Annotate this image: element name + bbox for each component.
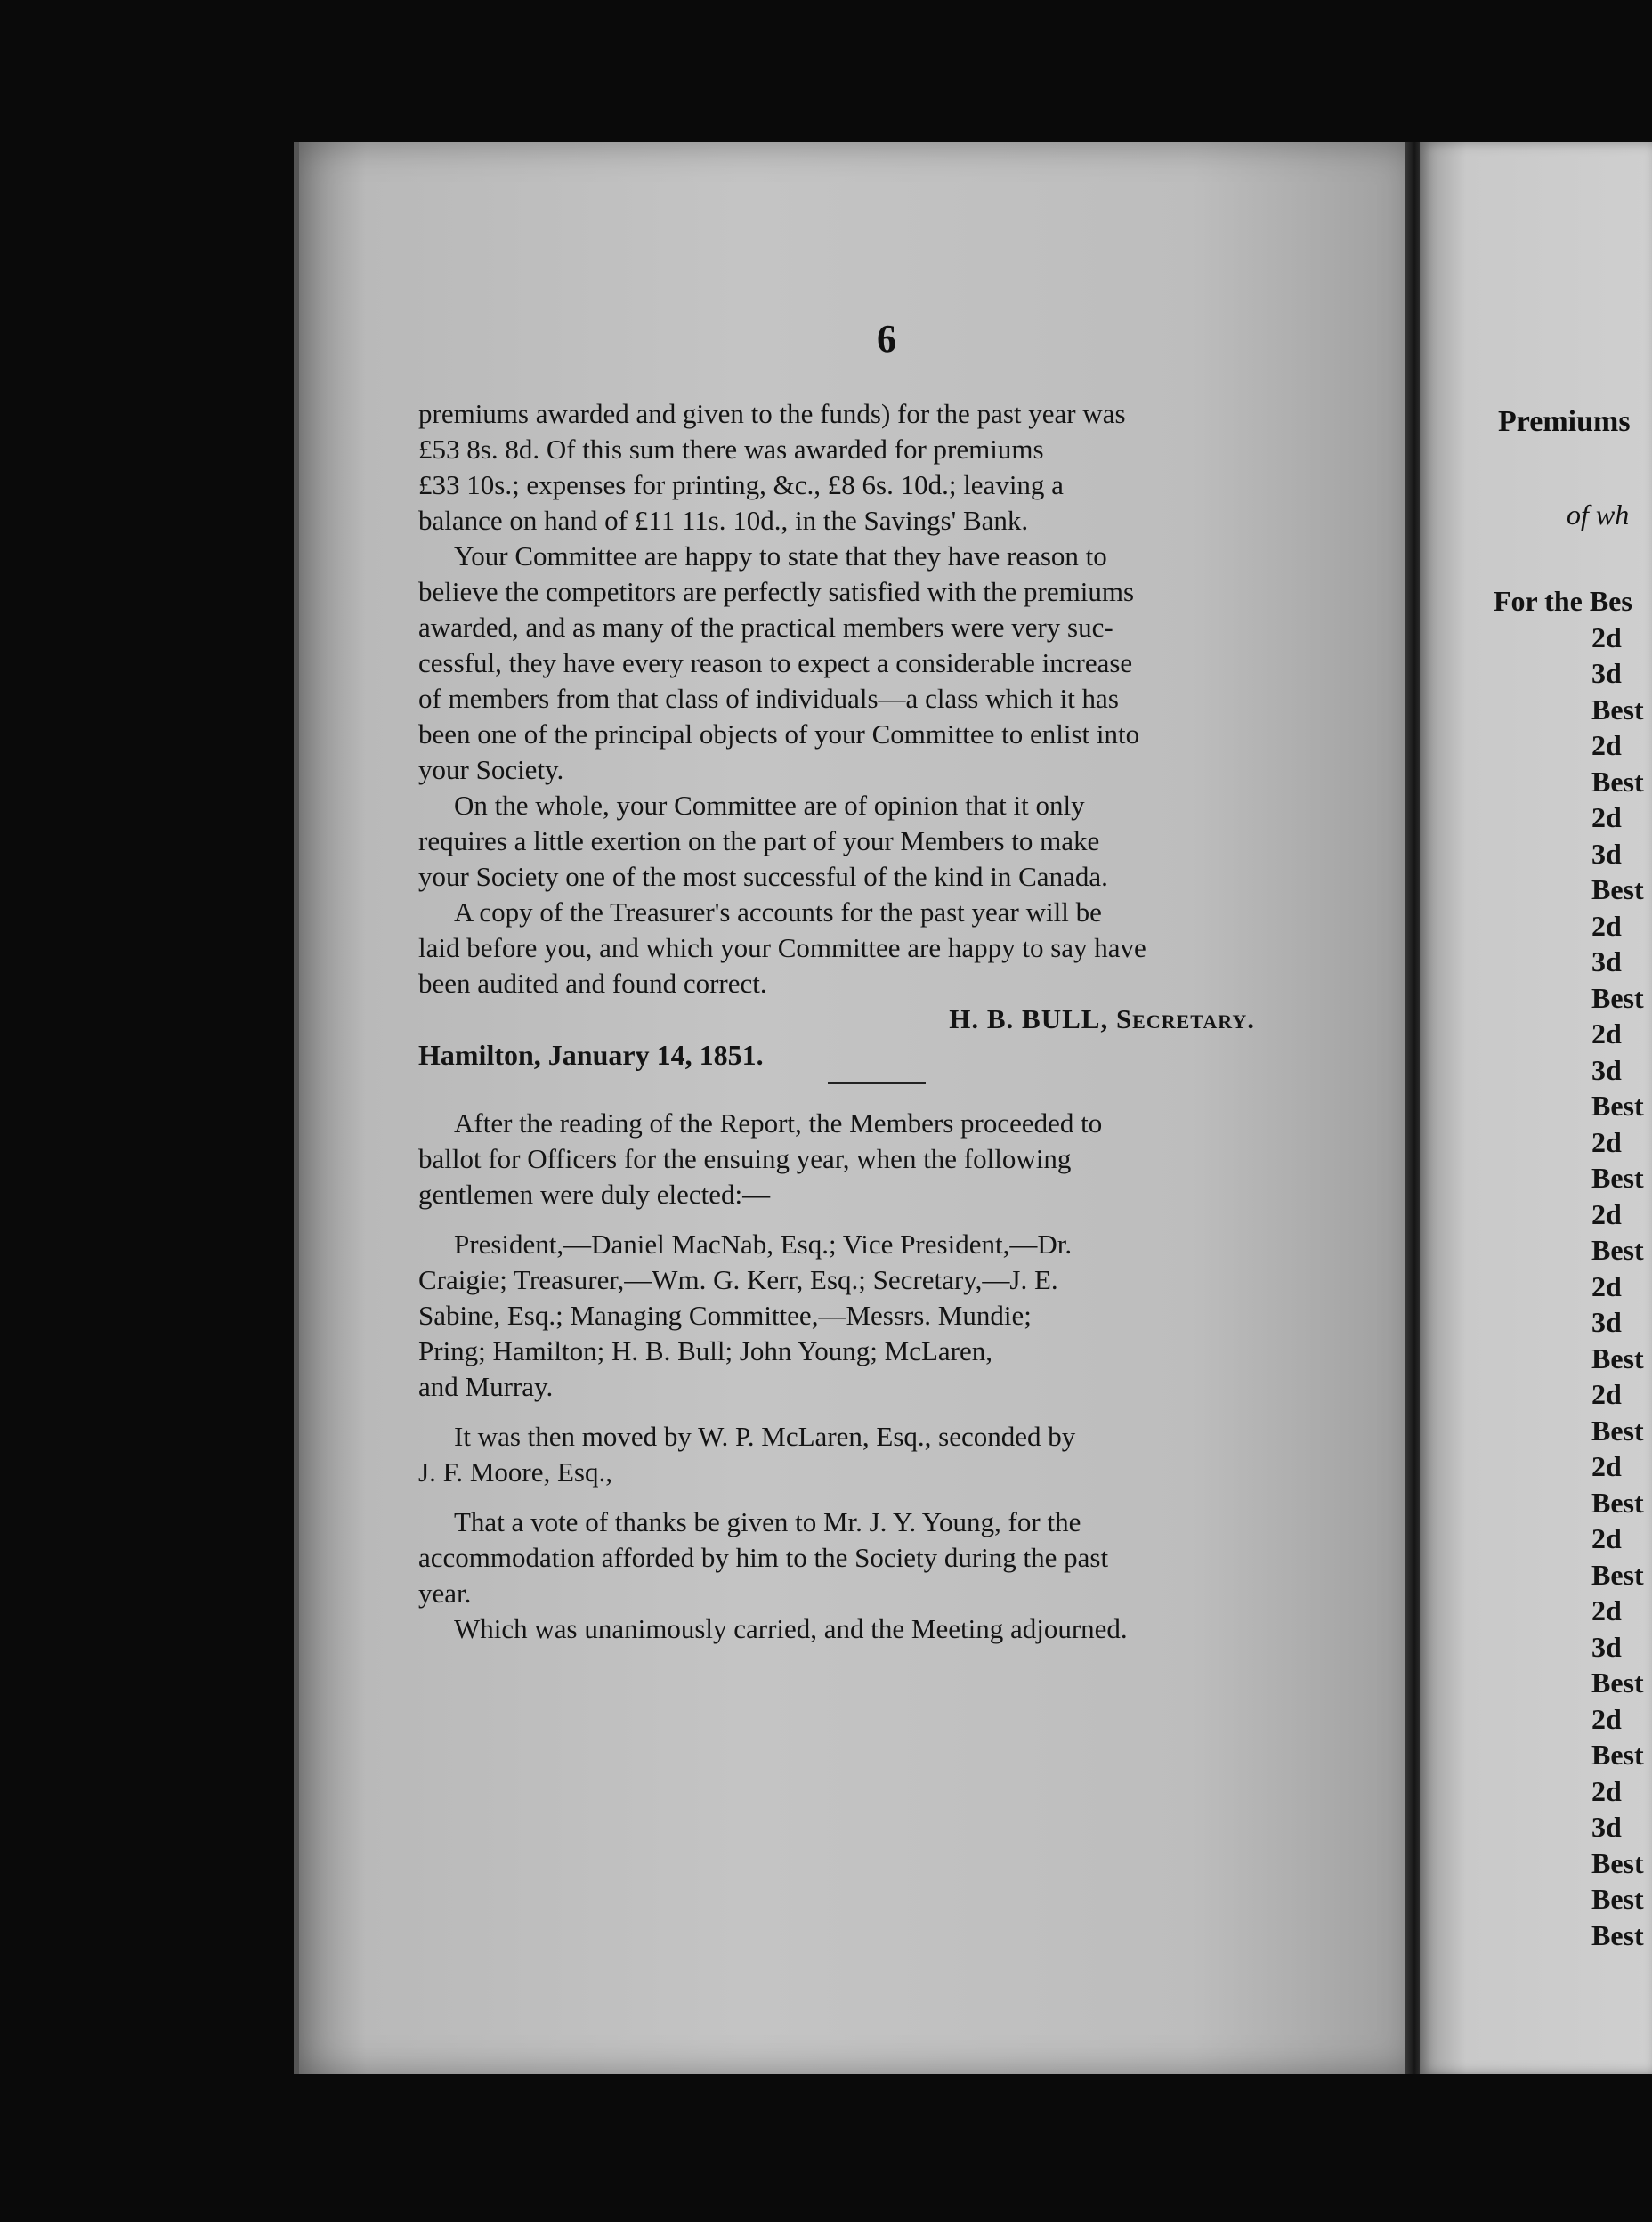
- premium-list-item: 3d: [1591, 837, 1622, 870]
- premium-list-item: Best: [1591, 1739, 1644, 1771]
- paragraph-motion: [418, 1419, 1335, 1490]
- premium-list-item: Best: [1591, 1486, 1644, 1519]
- paragraph-ballot: [418, 1106, 1335, 1212]
- text-line: Your Committee are happy to state that they have reason to: [454, 540, 1107, 572]
- paragraph-thanks: [418, 1504, 1335, 1611]
- paragraph-whole: [418, 788, 1335, 895]
- right-page-subtitle: of wh: [1567, 499, 1630, 531]
- premium-list-item: 3d: [1591, 657, 1622, 689]
- premium-list-item: Best: [1591, 765, 1644, 798]
- text-line: your Society.: [418, 754, 564, 785]
- premium-list-item: Best: [1591, 1918, 1644, 1951]
- left-page-text: [418, 396, 1335, 1647]
- text-line: believe the competitors are perfectly satisfied with the premiums: [418, 576, 1135, 607]
- text-line: J. F. Moore, Esq.,: [418, 1456, 612, 1488]
- premium-list-item: For the Bes: [1494, 585, 1632, 617]
- text-line: awarded, and as many of the practical members were very suc-: [418, 612, 1113, 643]
- text-line: On the whole, your Committee are of opinion that it only: [454, 790, 1085, 821]
- premium-list-item: 2d: [1591, 1018, 1622, 1050]
- premium-list-item: 3d: [1591, 1306, 1622, 1338]
- paragraph-funds: [418, 396, 1335, 539]
- text-line: It was then moved by W. P. McLaren, Esq., seconded by: [454, 1421, 1076, 1452]
- premium-list-item: 3d: [1591, 945, 1622, 977]
- text-line: year.: [418, 1577, 472, 1609]
- premium-list-item: 2d: [1591, 1269, 1622, 1302]
- premium-list-item: 2d: [1591, 1125, 1622, 1158]
- text-line: £33 10s.; expenses for printing, &c., £8 6s. 10d.; leaving a: [418, 469, 1064, 500]
- premium-list-item: Best: [1591, 1342, 1644, 1375]
- premium-list: [1494, 583, 1644, 1953]
- text-line: balance on hand of £11 11s. 10d., in the Savings' Bank.: [418, 505, 1029, 536]
- premium-list-item: 2d: [1591, 1594, 1622, 1626]
- text-line: your Society one of the most successful of the kind in Canada.: [418, 861, 1108, 892]
- text-line: President,—Daniel MacNab, Esq.; Vice President,—Dr.: [454, 1229, 1073, 1260]
- premium-list-item: Best: [1591, 1846, 1644, 1879]
- text-line: That a vote of thanks be given to Mr. J. Y. Young, for the: [454, 1506, 1081, 1537]
- premium-list-item: Best: [1591, 1883, 1644, 1915]
- text-line: After the reading of the Report, the Members proceeded to: [454, 1107, 1103, 1139]
- text-line: Craigie; Treasurer,—Wm. G. Kerr, Esq.; Secretary,—J. E.: [418, 1264, 1058, 1295]
- text-line: been audited and found correct.: [418, 968, 767, 999]
- page-number: 6: [877, 317, 896, 361]
- premium-list-item: Best: [1591, 1162, 1644, 1194]
- text-line: premiums awarded and given to the funds) for the past year was: [418, 398, 1126, 429]
- text-line: Which was unanimously carried, and the Meeting adjourned.: [454, 1613, 1128, 1644]
- text-line: requires a little exertion on the part of your Members to make: [418, 825, 1100, 856]
- text-line: and Murray.: [418, 1371, 554, 1402]
- text-line: A copy of the Treasurer's accounts for the past year will be: [454, 896, 1102, 928]
- premium-list-item: 3d: [1591, 1053, 1622, 1086]
- premium-list-item: 3d: [1591, 1630, 1622, 1663]
- premium-list-item: 2d: [1591, 1522, 1622, 1554]
- paragraph-accounts: [418, 895, 1335, 1002]
- premium-list-item: Best: [1591, 1234, 1644, 1266]
- premium-list-item: 2d: [1591, 1378, 1622, 1410]
- text-line: Sabine, Esq.; Managing Committee,—Messrs. Mundie;: [418, 1300, 1032, 1331]
- premium-list-item: Best: [1591, 873, 1644, 905]
- section-divider: [828, 1082, 926, 1084]
- premium-list-item: Best: [1591, 1090, 1644, 1122]
- premium-list-item: Best: [1591, 1414, 1644, 1447]
- premium-list-item: Best: [1591, 693, 1644, 726]
- text-line: ballot for Officers for the ensuing year, when the following: [418, 1143, 1072, 1174]
- premium-list-item: Best: [1591, 981, 1644, 1014]
- text-line: of members from that class of individuals—a class which it has: [418, 683, 1119, 714]
- premium-list-item: Best: [1591, 1558, 1644, 1591]
- text-line: accommodation afforded by him to the Society during the past: [418, 1542, 1109, 1573]
- premium-list-item: 2d: [1591, 620, 1622, 653]
- paragraph-competitors: [418, 539, 1335, 788]
- premium-list-item: 2d: [1591, 1450, 1622, 1482]
- paragraph-officers: [418, 1227, 1335, 1405]
- paragraph-adjourned: [418, 1611, 1335, 1647]
- text-line: Pring; Hamilton; H. B. Bull; John Young; McLaren,: [418, 1335, 992, 1366]
- report-date: Hamilton, January 14, 1851.: [418, 1039, 764, 1071]
- text-line: laid before you, and which your Committee are happy to say have: [418, 932, 1146, 963]
- premium-list-item: 3d: [1591, 1811, 1622, 1843]
- premium-list-item: 2d: [1591, 729, 1622, 761]
- premium-list-item: Best: [1591, 1666, 1644, 1699]
- text-line: been one of the principal objects of your Committee to enlist into: [418, 718, 1140, 750]
- premium-list-item: 2d: [1591, 1774, 1622, 1807]
- secretary-signature: H. B. BULL, Secretary.: [949, 1003, 1255, 1034]
- text-line: gentlemen were duly elected:—: [418, 1179, 771, 1210]
- premium-list-item: 2d: [1591, 801, 1622, 833]
- premium-list-item: 2d: [1591, 1702, 1622, 1735]
- text-line: £53 8s. 8d. Of this sum there was awarded for premiums: [418, 434, 1044, 465]
- premium-list-item: 2d: [1591, 909, 1622, 942]
- text-line: cessful, they have every reason to expect a considerable increase: [418, 647, 1133, 678]
- premium-list-item: 2d: [1591, 1197, 1622, 1230]
- right-page-title: Premiums: [1498, 405, 1631, 438]
